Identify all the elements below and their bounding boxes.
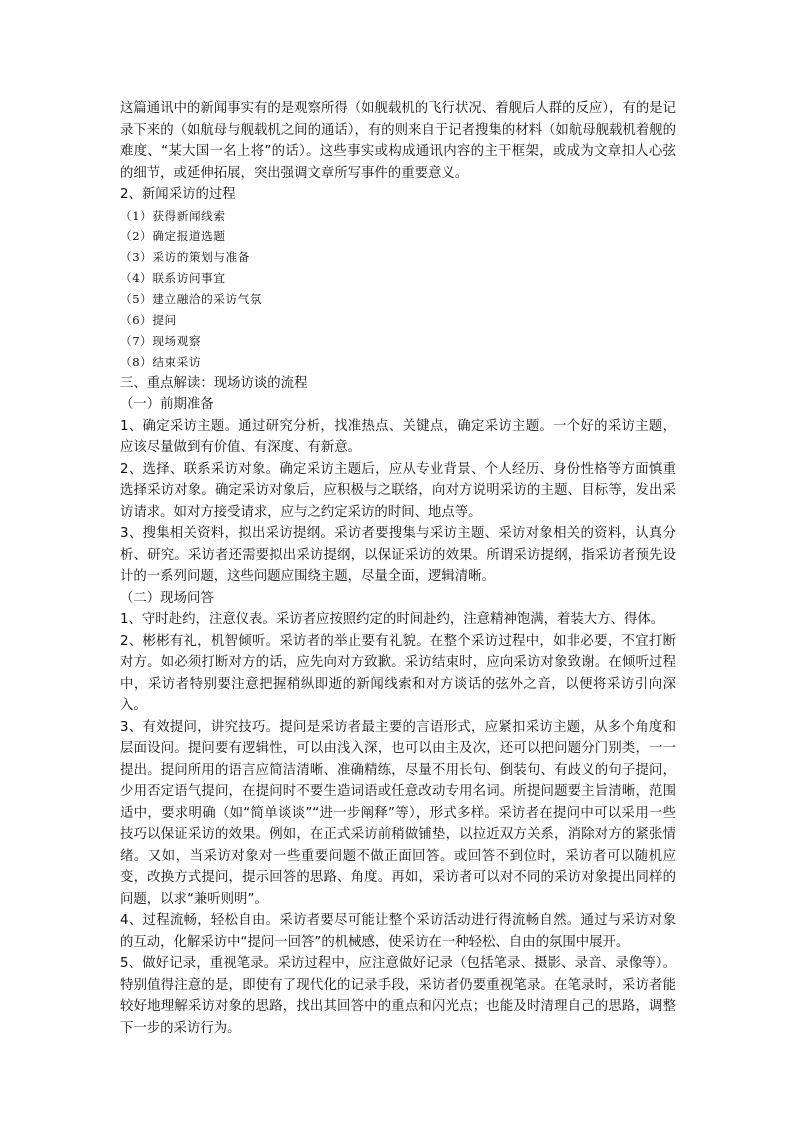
section2-heading: 2、新闻采访的过程 <box>120 187 236 202</box>
intro-paragraph: 这篇通讯中的新闻事实有的是观察所得（如舰载机的飞行状况、着舰后人群的反应），有的是记录下来的（如航母与舰载机之间的通话），有的则来自于记者搜集的材料（如航母舰载机着舰的难度、“某大国一名上将”的话）。这些事实或构成通讯内容的主干框架，或成为文章扣人心弦的细节，或延伸拓展，突出强调文章所写事件的重要意义。 <box>120 101 676 181</box>
onsite-paragraph-4: 4、过程流畅，轻松自由。采访者要尽可能让整个采访活动进行得流畅自然。通过与采访对象的互动，化解采访中“提问一回答”的机械感，使采访在一种轻松、自由的氛围中展开。 <box>120 913 676 950</box>
onsite-paragraph-1: 1、守时赴约，注意仪表。采访者应按照约定的时间赴约，注意精神饱满，着装大方、得体。 <box>120 612 665 628</box>
onsite-paragraph-5: 5、做好记录，重视笔录。采访过程中，应注意做好记录（包括笔录、摄影、录音、录像等）。特别值得注意的是，即使有了现代化的记录手段，采访者仍要重视笔录。在笔录时，采访者能较好地理解采访对象的思路，找出其回答中的重点和闪光点；也能及时清理自己的思路，调整下一步的采访行为。 <box>120 956 676 1036</box>
subsection2-heading: （二）现场问答 <box>120 590 214 606</box>
list-item: （1）获得新闻线索 <box>120 208 226 223</box>
prep-paragraph-1: 1、确定采访主题。通过研究分析，找准热点、关键点，确定采访主题。一个好的采访主题，应该尽量做到有价值、有深度、有新意。 <box>120 418 676 456</box>
list-item: （7）现场观察 <box>120 333 202 348</box>
list-item: （2）确定报道选题 <box>120 229 226 244</box>
list-item: （8）结束采访 <box>120 354 202 369</box>
list-item: （3）采访的策划与准备 <box>120 250 250 265</box>
prep-paragraph-2: 2、选择、联系采访对象。确定采访主题后，应从专业背景、个人经历、身份性格等方面慎重选择采访对象。确定采访对象后，应积极与之联络，向对方说明采访的主题、目标等，发出采访请求。如对方接受请求，应与之约定采访的时间、地点等。 <box>120 461 676 520</box>
process-steps-list <box>120 206 676 373</box>
onsite-paragraph-2: 2、彬彬有礼，机智倾听。采访者的举止要有礼貌。在整个采访过程中，如非必要，不宜打断对方。如必须打断对方的话，应先向对方致歉。采访结束时，应向采访对象致谢。在倾听过程中，采访者特别要注意把握稍纵即逝的新闻线索和对方谈话的弦外之音，以便将采访引向深入。 <box>120 633 676 714</box>
list-item: （4）联系访问事宜 <box>120 271 226 286</box>
subsection1-heading: （一）前期准备 <box>120 397 214 413</box>
list-item: （5）建立融洽的采访气氛 <box>120 292 263 307</box>
section3-heading: 三、重点解读：现场访谈的流程 <box>120 375 308 391</box>
list-item: （6）提问 <box>120 313 177 328</box>
onsite-paragraph-3: 3、有效提问，讲究技巧。提问是采访者最主要的言语形式，应紧扣采访主题，从多个角度和层面设问。提问要有逻辑性，可以由浅入深，也可以由主及次，还可以把问题分门别类，一一提出。提问所用的语言应简洁清晰、准确精练，尽量不用长句、倒装句、有歧义的句子提问，少用否定语气提问，在提问时不要生造词语或任意改动专用名词。所提问题要主旨清晰，范围适中，要求明确（如“简单谈谈”“进一步阐释”等），形式多样。采访者在提问中可以采用一些技巧以保证采访的效果。例如，在正式采访前稍做铺垫，以拉近双方关系，消除对方的紧张情绪。又如，当采访对象对一些重要问题不做正面回答。或回答不到位时，采访者可以随机应变，改换方式提问，提示回答的思路、角度。再如，采访者可以对不同的采访对象提出同样的问题，以求“兼听则明”。 <box>120 719 676 907</box>
document-page <box>120 98 676 1039</box>
prep-paragraph-3: 3、搜集相关资料，拟出采访提纲。采访者要搜集与采访主题、采访对象相关的资料，认真分析、研究。采访者还需要拟出采访提纲，以保证采访的效果。所谓采访提纲，指采访者预先设计的一系列问题，这些问题应围绕主题，尽量全面，逻辑清晰。 <box>120 526 676 585</box>
